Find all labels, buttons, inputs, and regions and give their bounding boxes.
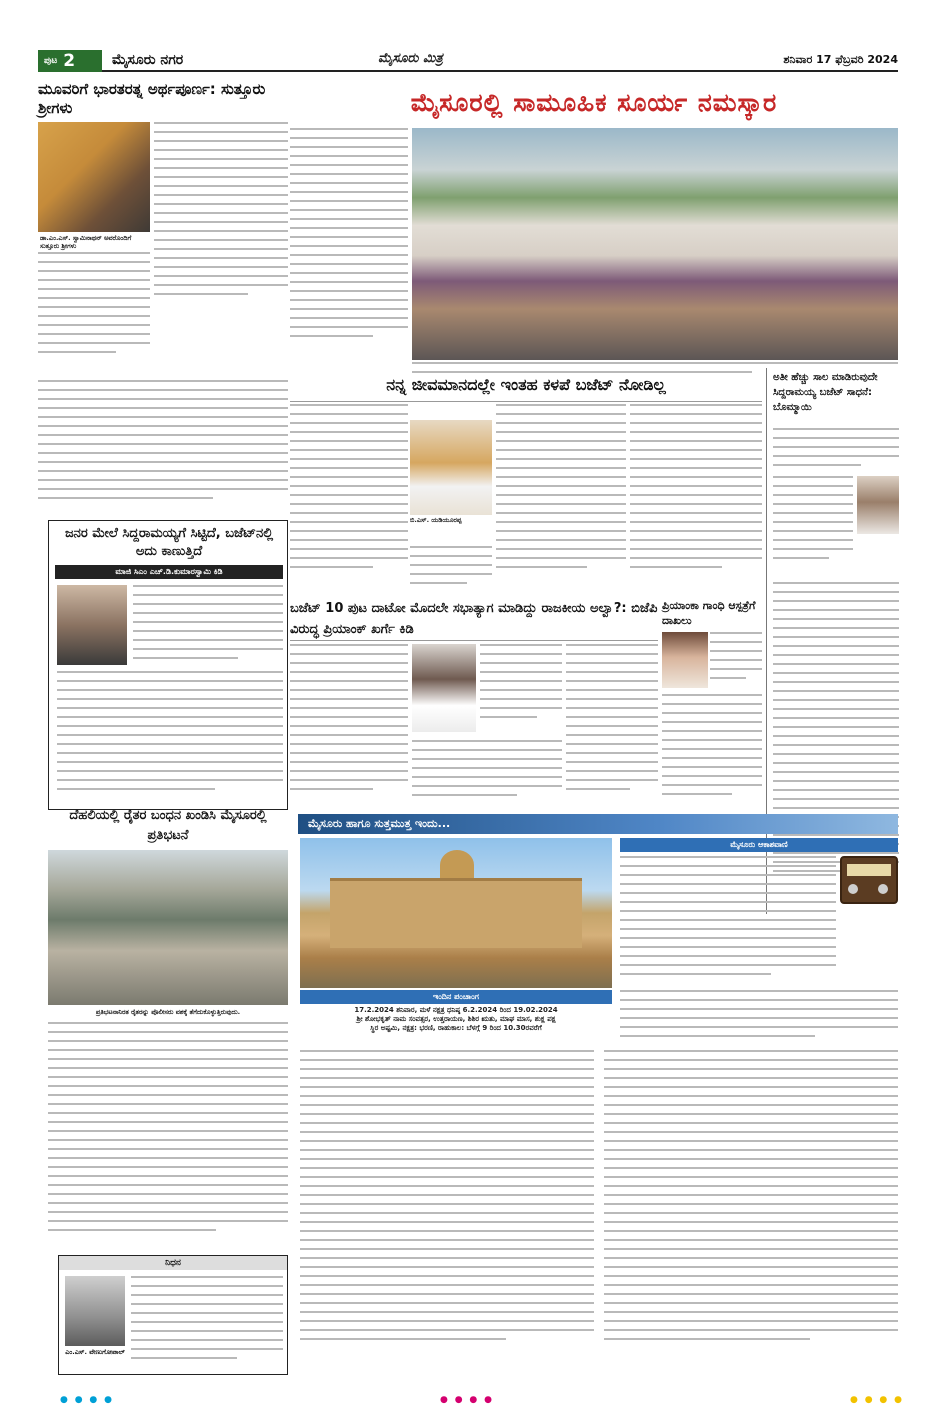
- panchanga-line-1: 17.2.2024 ಶನಿವಾರ, ಮಳೆ ನಕ್ಷತ್ರ ಧನಿಷ್ಠ 6.2.2024 ರಿಂದ 19.02.2024: [354, 1006, 558, 1014]
- priyank-body-2: [480, 644, 562, 732]
- priyank-body-3: [412, 740, 562, 810]
- siddaramaiah-body-2: [57, 671, 283, 805]
- bharat-ratna-body-3: [38, 380, 288, 515]
- swamiji-photo: [38, 122, 150, 232]
- siddaramaiah-article: [48, 520, 288, 810]
- yediyurappa-photo: [410, 420, 492, 515]
- siddaramaiah-body-1: [133, 585, 283, 665]
- bharat-ratna-headline: ಮೂವರಿಗೆ ಭಾರತರತ್ನ ಅರ್ಥಪೂರ್ಣ: ಸುತ್ತೂರು ಶ್ರೀಗಳು: [38, 80, 266, 117]
- page-number: 2: [63, 51, 76, 71]
- priyanka-body-1: [710, 632, 762, 688]
- palace-dome: [440, 850, 474, 880]
- registration-marks: ● ● ● ●: [60, 1395, 114, 1405]
- panchanga-line-2: ಶ್ರೀ ಶೋಭಕೃತ್ ನಾಮ ಸಂವತ್ಸರ, ಉತ್ತರಾಯಣ, ಶಿಶಿರ ಋತು, ಮಾಘ ಮಾಸ, ಶುಕ್ಲ ಪಕ್ಷ: [356, 1015, 556, 1023]
- panchanga-details: [300, 1006, 612, 1046]
- swamiji-photo-caption: ಡಾ.ಎಂ.ಎಸ್. ಸ್ವಾಮಿನಾಥನ್ ಅವರೊಂದಿಗೆ ಸುತ್ತೂರು ಶ್ರೀಗಳು: [40, 234, 132, 250]
- budget-body-2: [410, 546, 492, 592]
- registration-marks: ● ● ● ●: [440, 1395, 494, 1405]
- farmers-headline: ದೆಹಲಿಯಲ್ಲಿ ರೈತರ ಬಂಧನ ಖಂಡಿಸಿ ಮೈಸೂರಲ್ಲಿ ಪ್ರತಿಭಟನೆ: [69, 808, 267, 843]
- priyank-body-4: [566, 644, 658, 810]
- farmers-photo-caption: ಪ್ರತಿಭಟನಾನಿರತ ರೈತರನ್ನು ಪೊಲೀಸರು ವಶಕ್ಕೆ ತೆಗೆದುಕೊಳ್ಳುತ್ತಿರುವುದು.: [95, 1008, 241, 1016]
- events-column-left: [300, 1050, 594, 1380]
- obituary: [58, 1255, 288, 1375]
- bommai-photo: [857, 476, 899, 534]
- surya-namaskara-headline: ಮೈಸೂರಲ್ಲಿ ಸಾಮೂಹಿಕ ಸೂರ್ಯ ನಮಸ್ಕಾರ: [410, 88, 778, 117]
- today-banner: ಮೈಸೂರು ಹಾಗೂ ಸುತ್ತಮುತ್ತ ಇಂದು...: [298, 814, 898, 834]
- page-label: ಪುಟ: [44, 56, 58, 66]
- siddaramaiah-subhead: ಮಾಜಿ ಸಿಎಂ ಎಚ್.ಡಿ.ಕುಮಾರಸ್ವಾಮಿ ಕಿಡಿ: [55, 565, 283, 579]
- registration-marks: ● ● ● ●: [850, 1395, 904, 1405]
- mysore-palace-photo: [300, 838, 612, 988]
- page-number-tab: [38, 50, 102, 72]
- events-listing: [300, 1050, 898, 1380]
- panchanga-title: ಇಂದಿನ ಪಂಚಾಂಗ: [300, 990, 612, 1004]
- surya-namaskara-photo: [412, 128, 898, 360]
- radio-knob: [878, 884, 888, 894]
- kumaraswamy-photo: [57, 585, 127, 665]
- bommai-body-2: [773, 476, 853, 576]
- obituary-name: ಎಂ.ಎಸ್. ವೇಣುಗೋಪಾಲ್: [65, 1348, 125, 1356]
- farmers-protest-photo: [48, 850, 288, 1005]
- yediyurappa-caption: ಬಿ.ಎಸ್. ಯಡಿಯೂರಪ್ಪ: [410, 516, 462, 524]
- radio-dial: [847, 864, 891, 876]
- priyank-kharge-photo: [412, 644, 476, 732]
- paper-name: ಮೈಸೂರು ಮಿತ್ರ: [378, 51, 443, 66]
- bharat-ratna-body-2: [38, 252, 150, 372]
- section-name: ಮೈಸೂರು ನಗರ: [112, 52, 184, 68]
- siddaramaiah-headline: ಜನರ ಮೇಲೆ ಸಿದ್ದರಾಮಯ್ಯಗೆ ಸಿಟ್ಟಿದೆ, ಬಜೆಟ್‌ನಲ್ಲಿ ಅದು ಕಾಣುತ್ತಿದೆ: [64, 526, 274, 559]
- radio-knob: [848, 884, 858, 894]
- priyanka-headline: ಪ್ರಿಯಾಂಕಾ ಗಾಂಧಿ ಆಸ್ಪತ್ರೆಗೆ ದಾಖಲು: [662, 599, 756, 627]
- date-line: ಶನಿವಾರ 17 ಫೆಬ್ರವರಿ 2024: [783, 53, 898, 66]
- surya-namaskara-body: [290, 128, 408, 366]
- budget-body-4: [630, 404, 762, 592]
- akashavani-schedule-2: [620, 990, 898, 1046]
- budget-body-1: [290, 404, 408, 592]
- obituary-photo: [65, 1276, 125, 1346]
- palace-body: [330, 878, 582, 948]
- farmers-body: [48, 1022, 288, 1252]
- newspaper-page: [38, 50, 898, 1385]
- priyank-headline: ಬಜೆಟ್ 10 ಪುಟ ದಾಟೋ ಮೊದಲೇ ಸಭಾತ್ಯಾಗ ಮಾಡಿದ್ದು ರಾಜಕೀಯ ಅಲ್ವಾ?: ಬಿಜೆಪಿ ವಿರುದ್ಧ ಪ್ರಿಯಾಂಕ್ ಖರ್ಗೆ ಕಿಡಿ: [290, 598, 658, 641]
- priyanka-body-2: [662, 694, 762, 810]
- bommai-headline: ಅತೀ ಹೆಚ್ಚು ಸಾಲ ಮಾಡಿರುವುದೇ ಸಿದ್ದರಾಮಯ್ಯ ಬಜೆಟ್ ಸಾಧನೆ: ಬೊಮ್ಮಾಯಿ: [773, 372, 878, 413]
- budget-headline: ನನ್ನ ಜೀವಮಾನದಲ್ಲೇ ಇಂತಹ ಕಳಪೆ ಬಜೆಟ್ ನೋಡಿಲ್ಲ: [290, 368, 762, 402]
- obituary-title: ನಿಧನ: [59, 1256, 287, 1270]
- radio-icon: [840, 856, 898, 904]
- akashavani-title: ಮೈಸೂರು ಆಕಾಶವಾಣಿ: [620, 838, 898, 852]
- events-column-right: [604, 1050, 898, 1380]
- akashavani-schedule-1: [620, 856, 836, 986]
- panchanga-line-3: ಸ್ಥಿರ ಅಷ್ಟಮಿ, ನಕ್ಷತ್ರ: ಭರಣಿ, ರಾಹುಕಾಲ: ಬೆಳಗ್ಗೆ 9 ರಿಂದ 10.30ರವರೆಗೆ: [370, 1024, 542, 1032]
- bharat-ratna-body-1: [154, 122, 288, 310]
- priyank-body-1: [290, 644, 408, 810]
- obituary-body: [131, 1276, 283, 1372]
- bommai-body-1: [773, 428, 899, 472]
- budget-body-3: [496, 404, 626, 592]
- masthead: [38, 50, 898, 72]
- priyanka-gandhi-photo: [662, 632, 708, 688]
